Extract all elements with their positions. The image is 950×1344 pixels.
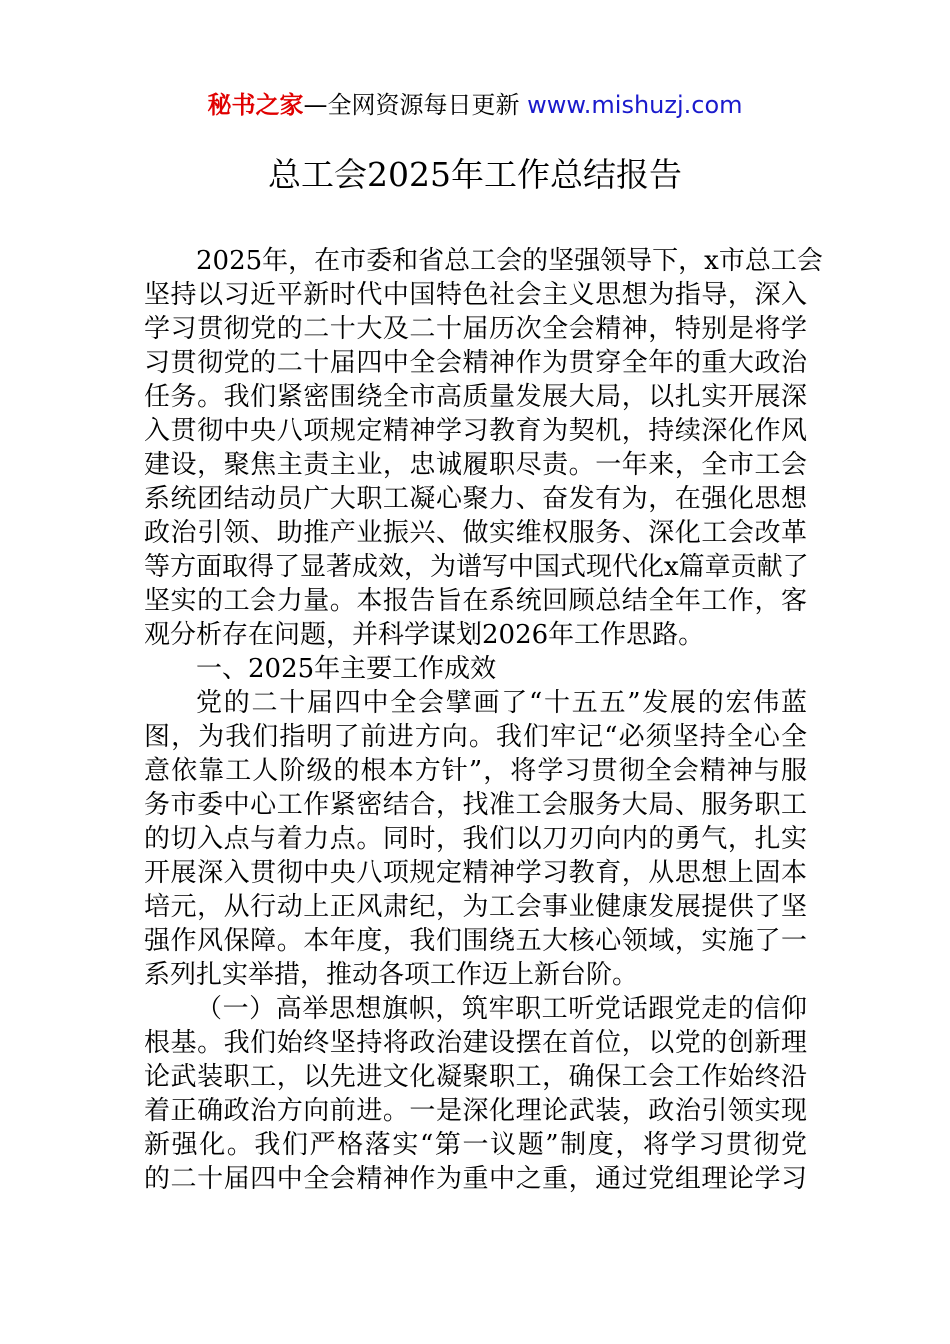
- paragraph-line: 坚持以习近平新时代中国特色社会主义思想为指导，深入: [144, 280, 807, 310]
- section-heading: 一、2025年主要工作成效: [196, 654, 497, 684]
- paragraph-line: 图，为我们指明了前进方向。我们牢记“必须坚持全心全: [144, 722, 807, 752]
- paragraph-line: 的二十届四中全会精神作为重中之重，通过党组理论学习: [144, 1164, 807, 1194]
- header-slogan: —全网资源每日更新: [303, 91, 520, 119]
- document-title: 总工会2025年工作总结报告: [268, 155, 682, 194]
- paragraph-line: 系列扎实举措，推动各项工作迈上新台阶。: [144, 960, 639, 990]
- paragraph-line: 习贯彻党的二十届四中全会精神作为贯穿全年的重大政治: [144, 348, 807, 378]
- paragraph-line: 任务。我们紧密围绕全市高质量发展大局，以扎实开展深: [144, 382, 807, 412]
- paragraph-line: 的切入点与着力点。同时，我们以刀刃向内的勇气，扎实: [144, 824, 807, 854]
- document-body: [144, 244, 823, 1196]
- subsection-line: （一）高举思想旗帜，筑牢职工听党话跟党走的信仰: [196, 994, 807, 1024]
- paragraph-line: 根基。我们始终坚持将政治建设摆在首位，以党的创新理: [144, 1028, 807, 1058]
- paragraph-line: 开展深入贯彻中央八项规定精神学习教育，从思想上固本: [144, 858, 807, 888]
- site-header: [0, 88, 950, 122]
- paragraph-line: 论武装职工，以先进文化凝聚职工，确保工会工作始终沿: [144, 1062, 807, 1092]
- paragraph-line: 意依靠工人阶级的根本方针”，将学习贯彻全会精神与服: [144, 756, 807, 786]
- paragraph-line: 坚实的工会力量。本报告旨在系统回顾总结全年工作，客: [144, 586, 807, 616]
- paragraph-line: 政治引领、助推产业振兴、做实维权服务、深化工会改革: [144, 518, 807, 548]
- paragraph-line: 入贯彻中央八项规定精神学习教育为契机，持续深化作风: [144, 416, 807, 446]
- paragraph-line: 学习贯彻党的二十大及二十届历次全会精神，特别是将学: [144, 314, 807, 344]
- paragraph-line: 党的二十届四中全会擘画了“十五五”发展的宏伟蓝: [196, 688, 807, 718]
- paragraph-line: 强作风保障。本年度，我们围绕五大核心领域，实施了一: [144, 926, 807, 956]
- paragraph-line: 系统团结动员广大职工凝心聚力、奋发有为，在强化思想: [144, 484, 807, 514]
- paragraph-line: 培元，从行动上正风肃纪，为工会事业健康发展提供了坚: [144, 892, 807, 922]
- brand-name: 秘书之家: [207, 91, 304, 119]
- paragraph-line: 新强化。我们严格落实“第一议题”制度，将学习贯彻党: [144, 1130, 807, 1160]
- paragraph-line: 2025年，在市委和省总工会的坚强领导下，x市总工会: [196, 246, 823, 276]
- paragraph-line: 建设，聚焦主责主业，忠诚履职尽责。一年来，全市工会: [144, 450, 807, 480]
- paragraph-line: 着正确政治方向前进。一是深化理论武装，政治引领实现: [144, 1096, 807, 1126]
- paragraph-line: 务市委中心工作紧密结合，找准工会服务大局、服务职工: [144, 790, 807, 820]
- site-url-link[interactable]: www.mishuzj.com: [527, 91, 743, 119]
- paragraph-line: 观分析存在问题，并科学谋划2026年工作思路。: [144, 620, 705, 650]
- paragraph-line: 等方面取得了显著成效，为谱写中国式现代化x篇章贡献了: [144, 552, 809, 582]
